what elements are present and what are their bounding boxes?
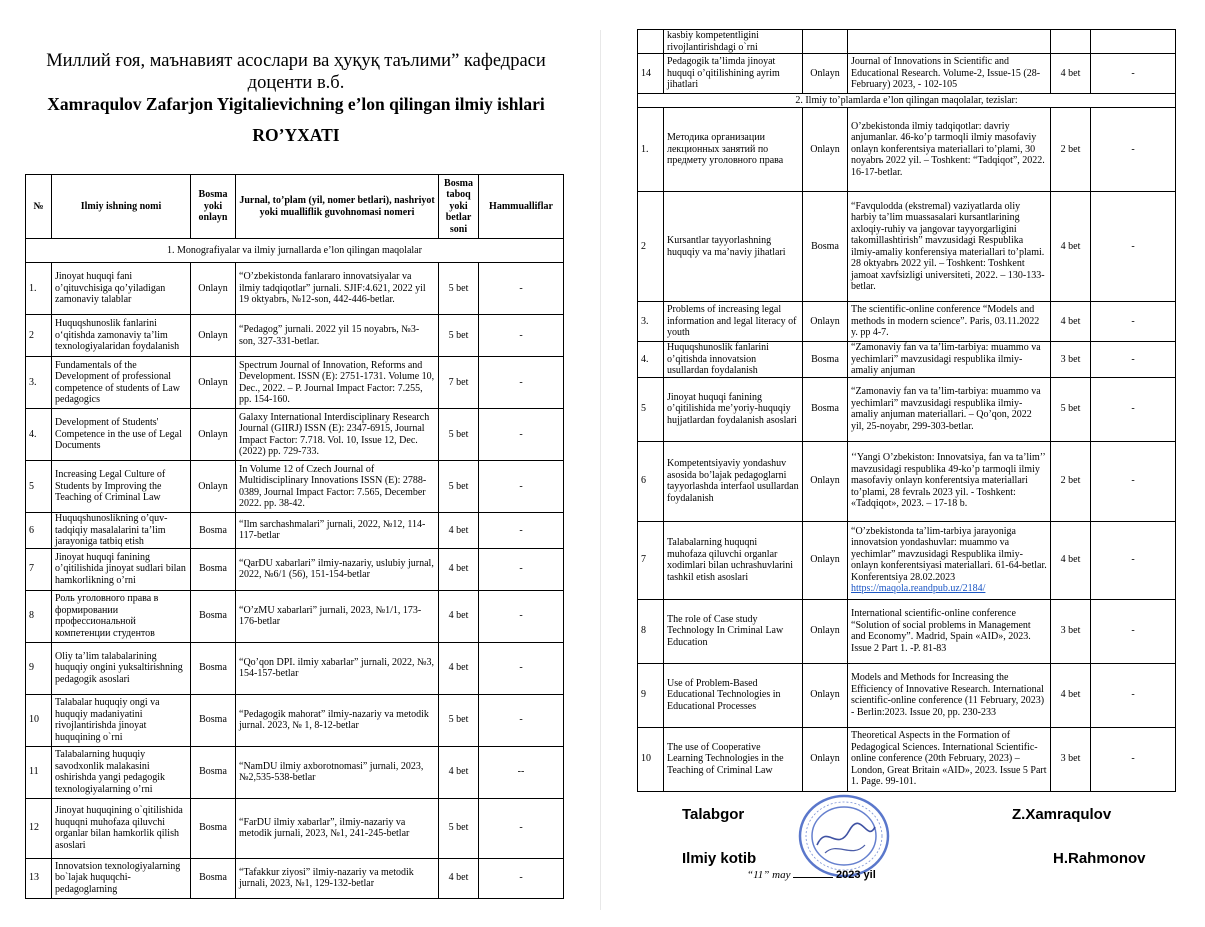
- table-body-left: [26, 239, 564, 899]
- cell-type: Onlayn: [803, 441, 848, 521]
- cell-pages: [1051, 30, 1091, 54]
- cell-coauthors: -: [479, 409, 564, 461]
- cell-type: [803, 30, 848, 54]
- cell-pages: 5 bet: [439, 409, 479, 461]
- cell-number: 1.: [638, 108, 664, 192]
- cell-number: 8: [638, 599, 664, 663]
- cell-number: 10: [26, 694, 52, 746]
- table-header-row: [26, 175, 564, 239]
- cell-title: Huquqshunoslik fanlarini o‘qitishda zamonaviy ta’lim texnologiyalaridan foydalanish: [52, 315, 191, 357]
- cell-number: 13: [26, 858, 52, 898]
- cell-type: Onlayn: [191, 461, 236, 513]
- cell-source: “Qo’qon DPI. ilmiy xabarlar” jurnali, 2022, №3, 154-157-betlar: [236, 642, 439, 694]
- cell-pages: 4 bet: [439, 858, 479, 898]
- cell-title: Huquqshunoslikning o’quv-tadqiqiy masalalarini ta’lim jarayoniga tatbiq etish: [52, 513, 191, 549]
- table-row: [638, 108, 1176, 192]
- cell-number: 3.: [638, 302, 664, 342]
- cell-type: Bosma: [191, 858, 236, 898]
- cell-source: Galaxy International Interdisciplinary Research Journal (GIIRJ) ISSN (E): 2347-6915, Journal Impact Factor: 7.718. Vol. 10, Issue 12, Dec. (2022) pp. 729-733.: [236, 409, 439, 461]
- cell-source: [848, 521, 1051, 599]
- cell-source: In Volume 12 of Czech Journal of Multidisciplinary Innovations ISSN (E): 2788-0389, Journal Impact Factor: 7.565, December 2022. pp. 38-42.: [236, 461, 439, 513]
- table-row: [26, 263, 564, 315]
- cell-source: “Zamonaviy fan va ta’lim-tarbiya: muammo va yechimlari” mavzusidagi respublika ilmiy-amaliy anjuman materiallari. – Qo’qon, 2022 yil, 25-noyabr, 299-303-betlar.: [848, 377, 1051, 441]
- table-row: [26, 548, 564, 590]
- cell-pages: 4 bet: [439, 642, 479, 694]
- cell-number: 6: [638, 441, 664, 521]
- cell-number: 4.: [26, 409, 52, 461]
- header-department: Миллий ғоя, маънавият асослари ва ҳуқуқ таълими” кафедраси: [46, 51, 546, 71]
- cell-source: International scientific-online conference “Solution of social problems in Management and Economy”. Madrid, Spain «AID», 2023. Issue 2 Part 1. -P. 81-83: [848, 599, 1051, 663]
- cell-title: Huquqshunoslik fanlarini o’qitishda innovatsion usullardan foydalanish: [664, 342, 803, 378]
- cell-type: Onlayn: [191, 315, 236, 357]
- cell-coauthors: -: [479, 315, 564, 357]
- cell-source: [848, 30, 1051, 54]
- cell-coauthors: -: [1091, 192, 1176, 302]
- cell-title: Innovatsion texnologiyalarning bo`lajak huquqchi-pedagoglarning: [52, 858, 191, 898]
- cell-pages: 3 bet: [1051, 342, 1091, 378]
- cell-source: “O’zbekistonda fanlararo innovatsiyalar va ilmiy tadqiqotlar” jurnali. SJIF:4.621, 2022 yil 19 oktyabrь, №12-son, 442-446-betlar.: [236, 263, 439, 315]
- cell-pages: 7 bet: [439, 357, 479, 409]
- source-link[interactable]: https://maqola.reandpub.uz/2184/: [851, 583, 986, 594]
- publications-table-left: [25, 174, 564, 899]
- cell-coauthors: -: [1091, 342, 1176, 378]
- cell-title: Jinoyat huquqi fani o’qituvchisiga qo’yiladigan zamonaviy talablar: [52, 263, 191, 315]
- section-title-conference-papers: 2. Ilmiy to’plamlarda e’lon qilingan maqolalar, tezislar:: [638, 94, 1176, 108]
- cell-pages: 4 bet: [1051, 663, 1091, 727]
- cell-coauthors: -: [479, 642, 564, 694]
- cell-coauthors: -: [1091, 521, 1176, 599]
- cell-number: 10: [638, 727, 664, 791]
- section-row: [638, 94, 1176, 108]
- cell-number: 2: [638, 192, 664, 302]
- table-row: [638, 521, 1176, 599]
- column-header-number: №: [26, 175, 52, 239]
- cell-source: “Favqulodda (ekstremal) vaziyatlarda oliy harbiy ta’lim muassasalari kursantlarining axloqiy-ruhiy va jangovar tayyorgarligini takomillashtirish” mavzusidagi Respublika ilmiy-amaliy konferensiya materiallari to’plami. 28 oktyabrь 2022 yil. – Toshkent: Toshkent jamoat xavfsizligi universiteti, 2022. – 130-133-betlar.: [848, 192, 1051, 302]
- table-row: [26, 461, 564, 513]
- cell-type: Bosma: [191, 642, 236, 694]
- cell-pages: 5 bet: [1051, 377, 1091, 441]
- cell-source: “Ilm sarchashmalari” jurnali, 2022, №12, 114-117-betlar: [236, 513, 439, 549]
- table-row: [26, 858, 564, 898]
- table-row: [638, 30, 1176, 54]
- cell-source: O’zbekistonda ilmiy tadqiqotlar: davriy anjumanlar. 46-ko’p tarmoqli ilmiy masofaviy onlayn konferentsiya materiallari to’plami, 30 noyabrь 2022 yil. – Toshkent: “Tadqiqot”, 2022. 16-17-betlar.: [848, 108, 1051, 192]
- cell-pages: 5 bet: [439, 263, 479, 315]
- cell-source: “O’zMU xabarlari” jurnali, 2023, №1/1, 173-176-betlar: [236, 590, 439, 642]
- table-row: [26, 798, 564, 858]
- cell-title: Pedagogik ta’limda jinoyat huquqi o’qitilishining ayrim jihatlari: [664, 54, 803, 94]
- handwritten-date: “11” may: [747, 869, 791, 881]
- signature-date: [747, 869, 876, 881]
- column-header-coauthors: Hammualliflar: [479, 175, 564, 239]
- cell-coauthors: -: [1091, 302, 1176, 342]
- cell-number: 5: [26, 461, 52, 513]
- cell-coauthors: -: [479, 548, 564, 590]
- table-row: [638, 377, 1176, 441]
- cell-number: 2: [26, 315, 52, 357]
- cell-source: Journal of Innovations in Scientific and Educational Research. Volume-2, Issue-15 (28-February) 2023, - 102-105: [848, 54, 1051, 94]
- cell-title: Oliy ta’lim talabalarining huquqiy ongini yuksaltirishning pedagogik asoslari: [52, 642, 191, 694]
- table-row: [26, 357, 564, 409]
- cell-pages: 2 bet: [1051, 441, 1091, 521]
- column-header-source: Jurnal, to’plam (yil, nomer betlari), nashriyot yoki mualliflik guvohnomasi nomeri: [236, 175, 439, 239]
- cell-pages: 4 bet: [439, 548, 479, 590]
- section-row: [26, 239, 564, 263]
- cell-number: 9: [26, 642, 52, 694]
- cell-coauthors: -: [1091, 441, 1176, 521]
- cell-type: Onlayn: [191, 263, 236, 315]
- cell-number: 12: [26, 798, 52, 858]
- cell-pages: 4 bet: [1051, 192, 1091, 302]
- cell-number: 7: [638, 521, 664, 599]
- table-row: [638, 192, 1176, 302]
- table-row: [26, 694, 564, 746]
- cell-type: Onlayn: [803, 663, 848, 727]
- cell-coauthors: --: [479, 746, 564, 798]
- table-row: [26, 590, 564, 642]
- cell-title: Методика организации лекционных занятий по предмету уголовного права: [664, 108, 803, 192]
- cell-pages: 4 bet: [439, 590, 479, 642]
- cell-pages: 2 bet: [1051, 108, 1091, 192]
- cell-title: Talabalar huquqiy ongi va huquqiy madaniyatini rivojlantirishda jinoyat huquqining o`rni: [52, 694, 191, 746]
- cell-coauthors: -: [479, 263, 564, 315]
- cell-title: Jinoyat huquqining o`qitilishida huquqni muhofaza qiluvchi organlar bilan hamkorlik qilish asoslari: [52, 798, 191, 858]
- cell-coauthors: -: [1091, 663, 1176, 727]
- cell-type: Bosma: [191, 548, 236, 590]
- cell-coauthors: -: [479, 694, 564, 746]
- table-row: [26, 642, 564, 694]
- secretary-name: H.Rahmonov: [1053, 850, 1146, 867]
- cell-number: 3.: [26, 357, 52, 409]
- table-row: [638, 727, 1176, 791]
- cell-number: 14: [638, 54, 664, 94]
- cell-type: Bosma: [191, 798, 236, 858]
- cell-type: Onlayn: [803, 727, 848, 791]
- cell-source: The scientific-online conference “Models and methods in modern science”. Paris, 03.11.2022 y. pp 4-7.: [848, 302, 1051, 342]
- cell-pages: 5 bet: [439, 315, 479, 357]
- table-row: [26, 315, 564, 357]
- publications-table-right: [637, 29, 1176, 792]
- cell-title: Jinoyat huquqi fanining o’qitilishida jinoyat sudlari bilan hamkorlikning o’rni: [52, 548, 191, 590]
- cell-title: Jinoyat huquqi fanining o’qitilishida me’yoriy-huquqiy hujjatlardan foydalanish asoslari: [664, 377, 803, 441]
- cell-pages: 4 bet: [1051, 54, 1091, 94]
- cell-source: Theoretical Aspects in the Formation of Pedagogical Sciences. International Scientific-online conference (20th February, 2023) – London, Great Britain «AID», 2023. Issue 5 Part 1. Page. 99-101.: [848, 727, 1051, 791]
- table-row: [638, 441, 1176, 521]
- table-row: [638, 342, 1176, 378]
- cell-number: 9: [638, 663, 664, 727]
- cell-type: Onlayn: [803, 54, 848, 94]
- cell-pages: 5 bet: [439, 461, 479, 513]
- cell-coauthors: -: [1091, 377, 1176, 441]
- cell-title: Kursantlar tayyorlashning huquqiy va ma’naviy jihatlari: [664, 192, 803, 302]
- cell-source: “Pedagog” jurnali. 2022 yil 15 noyabrь, №3-son, 327-331-betlar.: [236, 315, 439, 357]
- cell-source: “Pedagogik mahorat” ilmiy-nazariy va metodik jurnal. 2023, № 1, 8-12-betlar: [236, 694, 439, 746]
- cell-number: 4.: [638, 342, 664, 378]
- header-author: Xamraqulov Zafarjon Yigitalievichning e’lon qilingan ilmiy ishlari: [47, 94, 545, 114]
- cell-type: Bosma: [803, 377, 848, 441]
- cell-pages: 4 bet: [1051, 521, 1091, 599]
- cell-title: Development of Students' Competence in the use of Legal Documents: [52, 409, 191, 461]
- column-header-type: Bosma yoki onlayn: [191, 175, 236, 239]
- header-position: доценти в.б.: [247, 73, 345, 93]
- cell-coauthors: -: [479, 357, 564, 409]
- cell-coauthors: -: [479, 798, 564, 858]
- cell-pages: 4 bet: [439, 513, 479, 549]
- cell-number: 11: [26, 746, 52, 798]
- cell-source: “Zamonaviy fan va ta’lim-tarbiya: muammo va yechimlari” mavzusidagi respublika ilmiy-amaliy anjuman: [848, 342, 1051, 378]
- cell-pages: 3 bet: [1051, 727, 1091, 791]
- cell-pages: 5 bet: [439, 798, 479, 858]
- table-row: [26, 513, 564, 549]
- header-list-title: RO’YXATI: [252, 125, 340, 145]
- cell-title: Use of Problem-Based Educational Technologies in Educational Processes: [664, 663, 803, 727]
- table-row: [638, 663, 1176, 727]
- date-year: 2023 yil: [836, 869, 876, 881]
- source-text: “O’zbekistonda ta’lim-tarbiya jarayoniga innovatsion yondashuvlar: muammo va yechimlar” mavzusidagi Respublika ilmiy-onlayn konferentsiyasi materiallari. 61-64-betlar. Konferentsiya 28.02.2023: [851, 525, 1047, 583]
- cell-title: The use of Cooperative Learning Technologies in the Teaching of Criminal Law: [664, 727, 803, 791]
- cell-source: Spectrum Journal of Innovation, Reforms and Development. ISSN (E): 2751-1731. Volume 10, Dec., 2022. – P. Journal Impact Factor: 7.255, pp. 154-160.: [236, 357, 439, 409]
- table-row: [638, 54, 1176, 94]
- cell-type: Onlayn: [803, 108, 848, 192]
- cell-type: Onlayn: [803, 302, 848, 342]
- applicant-name: Z.Xamraqulov: [1012, 806, 1112, 823]
- column-header-pages: Bosma taboq yoki betlar soni: [439, 175, 479, 239]
- cell-coauthors: -: [1091, 108, 1176, 192]
- cell-type: Onlayn: [803, 521, 848, 599]
- cell-type: Bosma: [803, 192, 848, 302]
- cell-type: Bosma: [191, 513, 236, 549]
- table-row: [638, 599, 1176, 663]
- cell-pages: 5 bet: [439, 694, 479, 746]
- cell-type: Onlayn: [191, 357, 236, 409]
- left-page: [0, 0, 600, 927]
- cell-type: Onlayn: [191, 409, 236, 461]
- cell-title: Talabalarning huquqni muhofaza qiluvchi organlar xodimlari bilan uchrashuvlarini tashkil etish asoslari: [664, 521, 803, 599]
- cell-number: 7: [26, 548, 52, 590]
- cell-title: The role of Case study Technology In Criminal Law Education: [664, 599, 803, 663]
- official-stamp-seal: [797, 793, 891, 879]
- cell-coauthors: -: [1091, 727, 1176, 791]
- cell-title: kasbiy kompetentligini rivojlantirishdagi o`rni: [664, 30, 803, 54]
- cell-coauthors: -: [479, 461, 564, 513]
- cell-type: Bosma: [191, 746, 236, 798]
- cell-coauthors: [1091, 30, 1176, 54]
- cell-pages: 4 bet: [1051, 302, 1091, 342]
- cell-coauthors: -: [479, 590, 564, 642]
- table-row: [638, 302, 1176, 342]
- cell-type: Onlayn: [803, 599, 848, 663]
- table-body-right: [638, 30, 1176, 792]
- table-row: [26, 409, 564, 461]
- cell-title: Kompetentsiyaviy yondashuv asosida bo’lajak pedagoglarni tayyorlashda interfaol usullardan foydalanish: [664, 441, 803, 521]
- cell-number: 6: [26, 513, 52, 549]
- cell-title: Fundamentals of the Development of professional competence of students of Law pedagogics: [52, 357, 191, 409]
- cell-pages: 4 bet: [439, 746, 479, 798]
- cell-title: Increasing Legal Culture of Students by Improving the Teaching of Criminal Law: [52, 461, 191, 513]
- cell-number: 8: [26, 590, 52, 642]
- cell-number: 1.: [26, 263, 52, 315]
- cell-source: “FarDU ilmiy xabarlar”, ilmiy-nazariy va metodik jurnali, 2023, №1, 241-245-betlar: [236, 798, 439, 858]
- cell-title: Роль уголовного права в формировании профессиональной компетенции студентов: [52, 590, 191, 642]
- secretary-label: Ilmiy kotib: [682, 850, 757, 867]
- cell-coauthors: -: [1091, 599, 1176, 663]
- cell-number: [638, 30, 664, 54]
- cell-source: ‘‘Yangi O’zbekiston: Innovatsiya, fan va ta’lim’’ mavzusidagi respublika 49-ko’p tarmoqli ilmiy masofaviy onlayn konferentsiya materiallari to’plami, 28 fevralь 2023 yil. - Toshkent: «Tadqiqot», 2023. – 17-18 b.: [848, 441, 1051, 521]
- cell-title: Problems of increasing legal information and legal literacy of youth: [664, 302, 803, 342]
- column-header-title: Ilmiy ishning nomi: [52, 175, 191, 239]
- cell-source: Models and Methods for Increasing the Efficiency of Innovative Research. International scientific-online conference (11 February, 2023) - Berlin:2023. Issue 20, pp. 230-233: [848, 663, 1051, 727]
- cell-number: 5: [638, 377, 664, 441]
- cell-pages: 3 bet: [1051, 599, 1091, 663]
- section-title-monographs: 1. Monografiyalar va ilmiy jurnallarda e’lon qilingan maqolalar: [26, 239, 564, 263]
- cell-coauthors: -: [479, 858, 564, 898]
- table-row: [26, 746, 564, 798]
- date-underline: [793, 877, 833, 878]
- cell-coauthors: -: [479, 513, 564, 549]
- cell-source: “QarDU xabarlari” ilmiy-nazariy, uslubiy jurnal, 2022, №6/1 (56), 151-154-betlar: [236, 548, 439, 590]
- cell-source: “Tafakkur ziyosi” ilmiy-nazariy va metodik jurnali, 2023, №1, 129-132-betlar: [236, 858, 439, 898]
- cell-title: Talabalarning huquqiy savodxonlik malakasini oshirishda yangi pedagogik texnologiyalarning o’rni: [52, 746, 191, 798]
- cell-source: “NamDU ilmiy axborotnomasi” jurnali, 2023, №2,535-538-betlar: [236, 746, 439, 798]
- applicant-label: Talabgor: [682, 806, 745, 823]
- cell-type: Bosma: [191, 694, 236, 746]
- cell-type: Bosma: [191, 590, 236, 642]
- cell-type: Bosma: [803, 342, 848, 378]
- cell-coauthors: -: [1091, 54, 1176, 94]
